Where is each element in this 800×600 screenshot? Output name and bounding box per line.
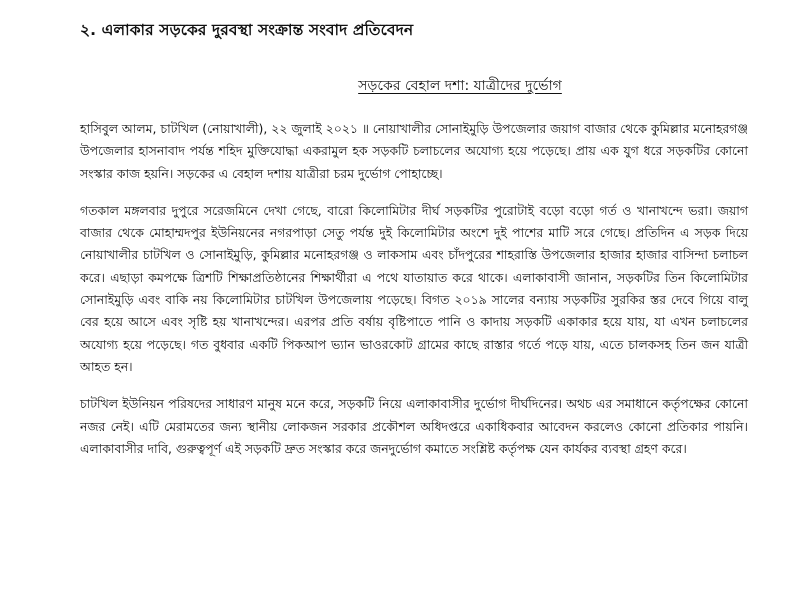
section-heading: ২. এলাকার সড়কের দুরবস্থা সংক্রান্ত সংবাদ প্রতিবেদন [80,21,414,39]
report-title-text: সড়কের বেহাল দশা: যাত্রীদের দুর্ভোগ [358,78,562,94]
report-body [80,118,748,475]
paragraph-details: গতকাল মঙ্গলবার দুপুরে সরেজমিনে দেখা গেছে, বারো কিলোমিটার দীর্ঘ সড়কটির পুরোটাই বড়ো বড়ো গর্ত ও খানাখন্দে ভরা। জয়াগ বাজার থেকে মোহাম্মদপুর ইউনিয়নের নগরপাড়া সেতু পর্যন্ত দুই কিলোমিটার অংশে দুই পাশের মাটি সরে গেছে। প্রতিদিন এ সড়ক দিয়ে নোয়াখালীর চাটখিল ও সোনাইমুড়ি, কুমিল্লার মনোহরগঞ্জ ও লাকসাম এবং চাঁদপুরের শাহরাস্তি উপজেলার হাজার হাজার বাসিন্দা চলাচল করে। এছাড়া কমপক্ষে ত্রিশটি শিক্ষাপ্রতিষ্ঠানের শিক্ষার্থীরা এ পথে যাতায়াত করে থাকে। এলাকাবাসী জানান, সড়কটির তিন কিলোমিটার সোনাইমুড়ি এবং বাকি নয় কিলোমিটার চাটখিল উপজেলায় পড়েছে। বিগত ২০১৯ সালের বন্যায় সড়কটির সুরকির স্তর দেবে গিয়ে বালু বের হয়ে আসে এবং সৃষ্টি হয় খানাখন্দের। এরপর প্রতি বর্ষায় বৃষ্টিপাতে পানি ও কাদায় সড়কটি একাকার হয়ে যায়, যা এখন চলাচলের অযোগ্য হয়ে পড়েছে। গত বুধবার একটি পিকআপ ভ্যান ভাওরকোট গ্রামের কাছে রাস্তার গর্তে পড়ে যায়, এতে চালকসহ তিন জন যাত্রী আহত হন। [80,202,748,374]
report-title [0,74,800,98]
paragraph-intro: হাসিবুল আলম, চাটখিল (নোয়াখালী), ২২ জুলাই ২০২১ ॥ নোয়াখালীর সোনাইমুড়ি উপজেলার জয়াগ বাজার থেকে কুমিল্লার মনোহরগঞ্জ উপজেলার হাসনাবাদ পর্যন্ত শহিদ মুক্তিযোদ্ধা একরামুল হক সড়কটি চলাচলের অযোগ্য হয়ে পড়েছে। প্রায় এক যুগ ধরে সড়কটির কোনো সংস্কার কাজ হয়নি। সড়কের এ বেহাল দশায় যাত্রীরা চরম দুর্ভোগ পোহাচ্ছে। [80,121,748,181]
paragraph-demand: চাটখিল ইউনিয়ন পরিষদের সাধারণ মানুষ মনে করে, সড়কটি নিয়ে এলাকাবাসীর দুর্ভোগ দীর্ঘদিনের। অথচ এর সমাধানে কর্তৃপক্ষের কোনো নজর নেই। এটি মেরামতের জন্য স্থানীয় লোকজন সরকার প্রকৌশল অধিদপ্তরে একাধিকবার আবেদন করলেও কোনো প্রতিকার পায়নি। এলাকাবাসীর দাবি, গুরুত্বপূর্ণ এই সড়কটি দ্রুত সংস্কার করে জনদুর্ভোগ কমাতে সংশ্লিষ্ট কর্তৃপক্ষ যেন কার্যকর ব্যবস্থা গ্রহণ করে। [80,396,748,456]
